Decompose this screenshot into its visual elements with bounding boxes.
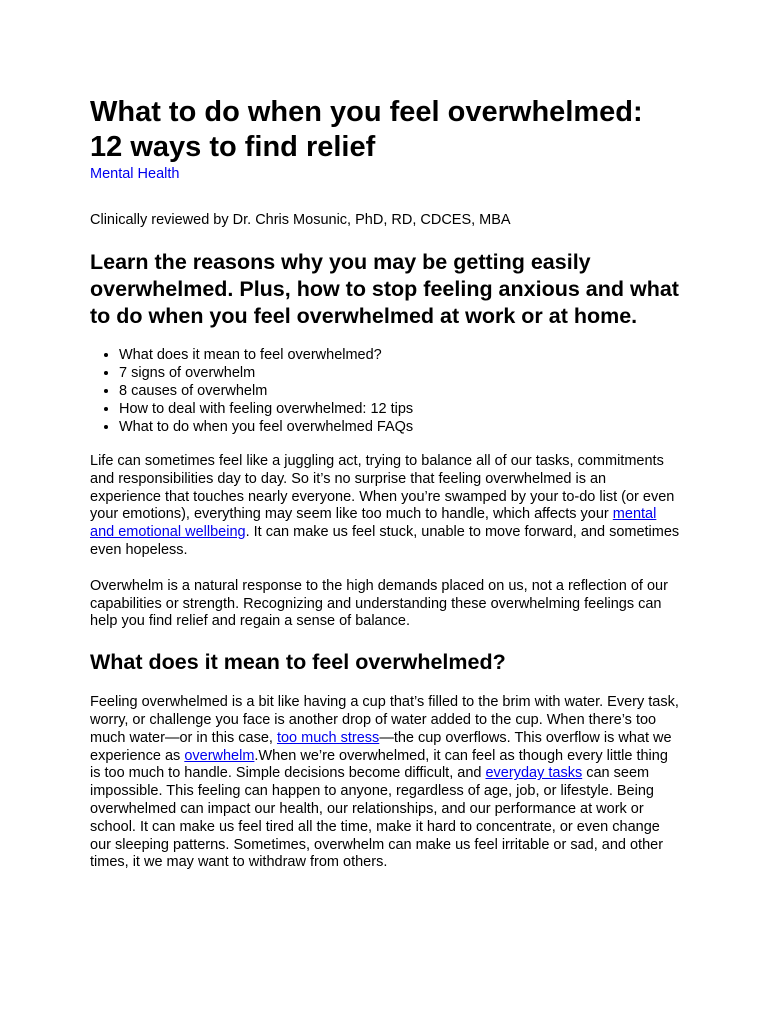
definition-text-4: can seem impossible. This feeling can happen to anyone, regardless of age, job, or lifestyle. Being overwhelmed can impact our health, our relationships, and our performance at work or school. It can make us feel tired all the time, make it hard to concentrate, or even change our sleeping patterns. Sometimes, overwhelm can make us feel irritable or sad, and other times, it we may want to withdraw from others. (90, 765, 664, 871)
intro-paragraph (90, 453, 680, 560)
article (90, 95, 680, 872)
toc-item: • How to deal with feeling overwhelmed: 12 tips (119, 400, 680, 418)
definition-paragraph (90, 694, 680, 872)
section-heading: What does it mean to feel overwhelmed? (90, 650, 506, 675)
category-link[interactable]: Mental Health (90, 166, 180, 182)
toc-item: • 7 signs of overwhelm (119, 364, 680, 382)
toc-item: • 8 causes of overwhelm (119, 382, 680, 400)
definition-text-2: —the cup overflows. This overflow is what we experience as (90, 729, 672, 764)
toc-item: • What does it mean to feel overwhelmed? (119, 346, 680, 364)
everyday-tasks-link[interactable]: everyday tasks (485, 765, 583, 782)
table-of-contents (90, 346, 680, 436)
definition-text-1: Feeling overwhelmed is a bit like having a cup that’s filled to the brim with water. Every task, worry, or challenge you face is another drop of water added to the cup. When there’s too much water—or in this case, (90, 694, 679, 746)
mental-wellbeing-link[interactable]: mental and emotional wellbeing (90, 506, 657, 541)
too-much-stress-link[interactable]: too much stress (276, 729, 380, 746)
reviewer-credit: Clinically reviewed by Dr. Chris Mosunic, PhD, RD, CDCES, MBA (90, 212, 511, 228)
overwhelm-paragraph: Overwhelm is a natural response to the high demands placed on us, not a reflection of our capabilities or strength. Recognizing and understanding these overwhelming feelings can help you find relief and regain a sense of balance. (90, 577, 668, 630)
overwhelm-link[interactable]: overwhelm (184, 747, 255, 764)
title-line-2: 12 ways to find relief (90, 131, 376, 163)
toc-item: • What to do when you feel overwhelmed FAQs (119, 418, 680, 436)
definition-text-3: .When we’re overwhelmed, it can feel as though every little thing is too much to handle. Simple decisions become difficult, and (90, 747, 668, 782)
intro-text-1: Life can sometimes feel like a juggling act, trying to balance all of our tasks, commitments and responsibilities day to day. So it’s no surprise that feeling overwhelmed is an experience that touches nearly everyone. When you’re swamped by your to-do list (or even your emotions), everything may seem like too much to handle, which affects your (90, 453, 675, 523)
title-line-1: What to do when you feel overwhelmed: (90, 96, 643, 128)
article-lede: Learn the reasons why you may be getting easily overwhelmed. Plus, how to stop feeling anxious and what to do when you feel overwhelmed at work or at home. (90, 250, 679, 328)
page-title (90, 95, 680, 165)
intro-text-2: . It can make us feel stuck, unable to move forward, and sometimes even hopeless. (90, 524, 680, 558)
